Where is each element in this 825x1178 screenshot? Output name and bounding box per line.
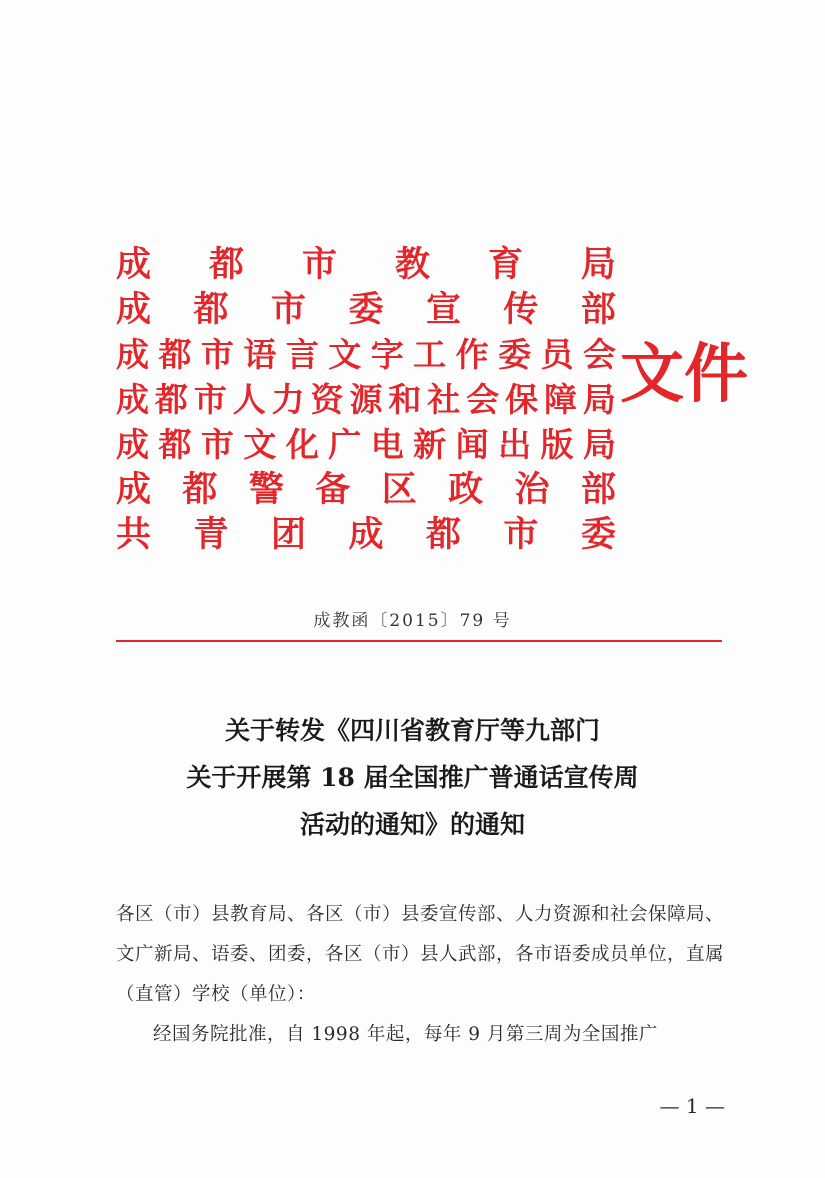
issuer-character: 和 [388, 380, 422, 419]
issuer-character: 都 [158, 335, 192, 374]
issuer-character: 教 [394, 244, 430, 285]
document-body [116, 895, 728, 1055]
issuer-character: 会 [582, 335, 616, 374]
issuer-character: 成 [116, 289, 152, 330]
issuer-character: 障 [543, 380, 577, 419]
issuer-character: 会 [466, 380, 500, 419]
title-line: 活动的通知》的通知 [299, 810, 525, 839]
issuer-character: 市 [503, 514, 539, 555]
issuer-line [116, 377, 616, 422]
issuer-character: 字 [370, 335, 404, 374]
issuer-character: 青 [193, 514, 229, 555]
issuer-character: 局 [580, 244, 616, 285]
document-type-label: 文件 [620, 337, 748, 412]
issuer-character: 源 [349, 380, 383, 419]
issuer-character: 宣 [425, 289, 461, 330]
issuer-character: 市 [301, 244, 337, 285]
issuer-character: 社 [427, 380, 461, 419]
document-number: 成教函〔2015〕79 号 [313, 611, 512, 631]
issuer-character: 部 [580, 469, 616, 510]
page-number: — 1 — [659, 1094, 725, 1118]
issuer-character: 区 [381, 469, 417, 510]
issuer-character: 都 [208, 244, 244, 285]
issuer-character: 成 [116, 380, 149, 419]
issuer-character: 化 [285, 425, 319, 464]
issuer-character: 保 [505, 380, 539, 419]
title-line: 关于转发《四川省教育厅等九部门 [224, 716, 600, 745]
issuer-character: 市 [200, 425, 234, 464]
issuer-character: 育 [487, 244, 523, 285]
issuer-character: 都 [158, 425, 192, 464]
issuer-character: 员 [540, 335, 574, 374]
issuer-character: 团 [270, 514, 306, 555]
issuer-character: 广 [328, 425, 362, 464]
issuer-character: 政 [448, 469, 484, 510]
issuer-character: 成 [116, 244, 152, 285]
issuer-line [116, 467, 616, 512]
issuer-character: 备 [315, 469, 351, 510]
issuer-character: 治 [514, 469, 550, 510]
issuer-character: 委 [580, 514, 616, 555]
issuer-character: 版 [540, 425, 574, 464]
issuer-character: 市 [270, 289, 306, 330]
issuer-character: 力 [271, 380, 305, 419]
issuer-character: 市 [200, 335, 234, 374]
issuer-character: 电 [370, 425, 404, 464]
issuer-character: 传 [503, 289, 539, 330]
issuer-character: 出 [498, 425, 532, 464]
issuer-character: 警 [248, 469, 284, 510]
recipients-paragraph: 各区（市）县教育局、各区（市）县委宣传部、人力资源和社会保障局、文广新局、语委、团委，各区（市）县人武部，各市语委成员单位，直属（直管）学校（单位）： [116, 904, 725, 1005]
issuer-character: 都 [182, 469, 218, 510]
issuer-character: 语 [243, 335, 277, 374]
issuer-character: 文 [243, 425, 277, 464]
issuer-line [116, 512, 616, 557]
document-title [100, 707, 725, 848]
issuer-line [116, 422, 616, 467]
issuer-character: 成 [116, 469, 152, 510]
issuer-character: 闻 [455, 425, 489, 464]
body-paragraph: 经国务院批准，自 1998 年起，每年 9 月第三周为全国推广 [153, 1024, 658, 1045]
issuer-character: 都 [193, 289, 229, 330]
issuer-character: 部 [580, 289, 616, 330]
issuer-character: 新 [413, 425, 447, 464]
issuer-character: 市 [193, 380, 227, 419]
issuer-character: 资 [310, 380, 344, 419]
title-line: 关于开展第 18 届全国推广普通话宣传周 [186, 763, 639, 792]
issuer-line [116, 242, 616, 287]
issuer-line [116, 332, 616, 377]
issuer-character: 作 [455, 335, 489, 374]
issuer-character: 都 [425, 514, 461, 555]
issuer-character: 局 [582, 380, 616, 419]
issuer-character: 文 [328, 335, 362, 374]
issuer-character: 局 [582, 425, 616, 464]
issuer-character: 成 [348, 514, 384, 555]
issuer-character: 委 [348, 289, 384, 330]
issuer-block [116, 242, 616, 557]
red-divider-line [116, 640, 722, 642]
issuer-character: 都 [154, 380, 188, 419]
issuer-line [116, 287, 616, 332]
issuer-character: 共 [116, 514, 152, 555]
issuer-character: 人 [232, 380, 266, 419]
issuer-character: 工 [413, 335, 447, 374]
issuer-character: 委 [498, 335, 532, 374]
issuer-character: 言 [285, 335, 319, 374]
issuer-character: 成 [116, 425, 149, 464]
issuer-character: 成 [116, 335, 149, 374]
